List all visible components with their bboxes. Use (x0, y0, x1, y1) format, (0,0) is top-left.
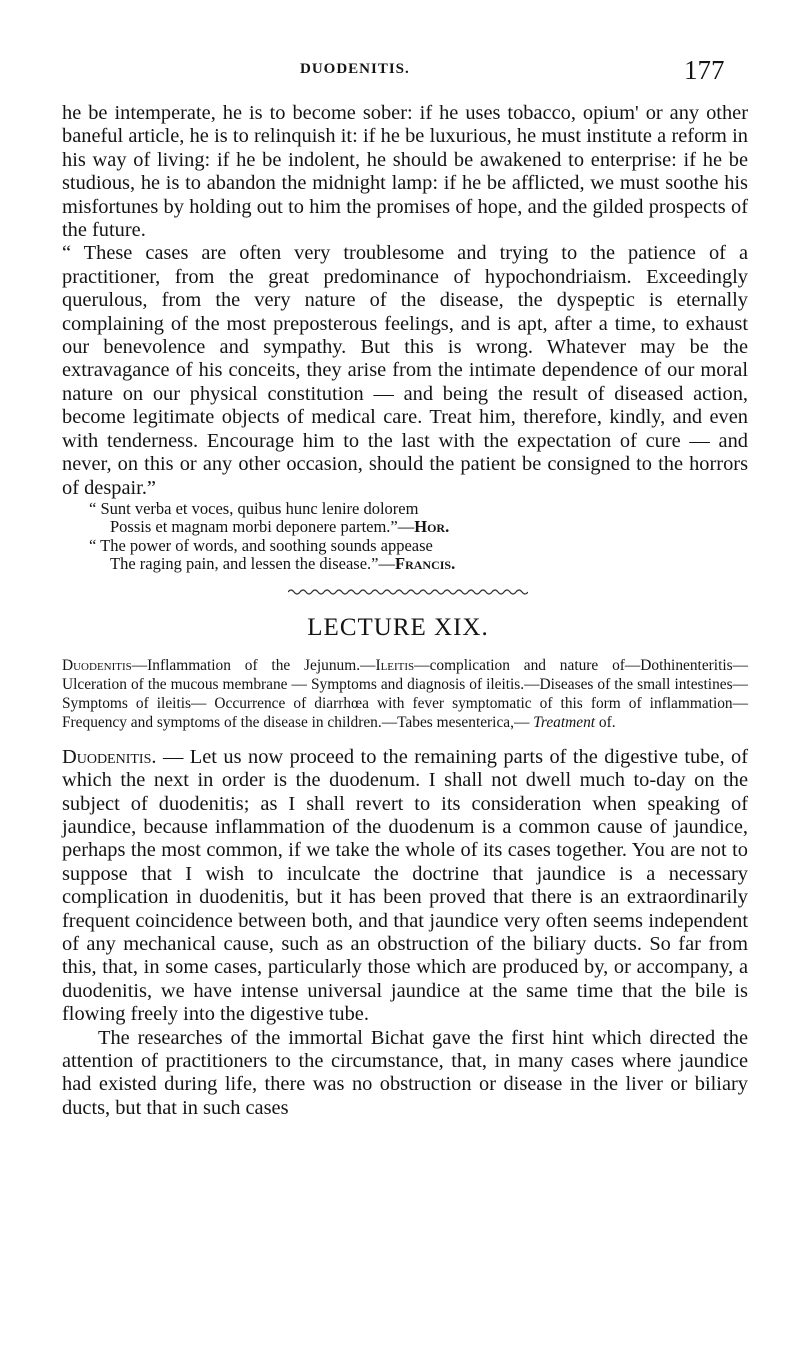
running-title: DUODENITIS. (300, 61, 410, 77)
lecture-body (62, 746, 748, 1121)
lecture-title: LECTURE XIX. (307, 614, 489, 642)
paragraph-bichat: The researches of the immortal Bichat gave the first hint which directed the attention of practitioners to the circumstance, that, in many cases where jaundice had existed during life, there was no obstruction or disease in the liver or biliary ducts, but that in such cases (62, 1026, 748, 1119)
page-number: 177 (684, 55, 725, 85)
paragraph-duodenitis-text: — Let us now proceed to the remaining parts of the digestive tube, of which the next in order is the duodenum. I shall not dwell much to-day on the subject of duodenitis; as I shall revert to its consideration when speaking of jaundice, because inflammation of the duodenum is a common cause of jaundice, perhaps the most common, if we take the whole of its cases together. You are not to suppose that I wish to inculcate the doctrine that jaundice is a necessary complication in duodenitis, but it has been proved that there is an extraordinarily frequent coincidence between both, and that jaundice very often seems independent of any mechanical cause, such as an obstruction of the biliary ducts. So far from this, that, in some cases, particularly those which are produced by, or accompany, a duodenitis, we have intense universal jaundice at the same time that the bile is flowing freely into the digestive tube. (62, 745, 748, 1026)
latin-quote-text: Possis et magnam morbi deponere partem.”— (110, 517, 415, 537)
wavy-rule-divider (288, 588, 528, 596)
latin-quote-line-1: “ Sunt verba et voces, quibus hunc lenire dolorem (89, 498, 419, 518)
synopsis-part-2: —complication and nature of—Dothinenteritis—Ulceration of the mucous membrane — Symptoms and diagnosis of ileitis.—Diseases of the small intestines—Symptoms of ileitis— Occurrence of diarrhœa with fever symptomatic of this form of inflammation— Frequency and symptoms of the disease in children.—Tabes mesenterica,— (62, 656, 748, 731)
lecture-synopsis (62, 656, 748, 732)
synopsis-end: of. (595, 713, 616, 731)
synopsis-lead-ileitis: Ileitis (375, 656, 415, 674)
paragraph-quoted-remarks: “ These cases are often very troublesome and trying to the patience of a practitioner, from the great predominance of hypochondriaism. Exceedingly querulous, from the very nature of the disease, the dyspeptic is eternally complaining of the most preposterous feelings, and is apt, after a time, to exhaust our benevolence and sympathy. But this is wrong. Whatever may be the extravagance of his conceits, they arise from the intimate dependence of our moral nature on our physical constitution — and being the result of diseased action, become legitimate objects of medical care. Treat him, therefore, kindly, and even with tenderness. Encourage him to the last with the expectation of cure — and never, on this or any other occasion, should the patient be consigned to the horrors of despair.” (62, 242, 748, 499)
english-quotation (89, 537, 748, 574)
wavy-rule-path (288, 590, 528, 594)
paragraph-duodenitis-lead: Duodenitis. (62, 745, 157, 768)
english-quote-attribution: Francis. (395, 554, 456, 574)
synopsis-part-1: —Inflammation of the Jejunum.— (131, 656, 376, 674)
english-quote-text: The raging pain, and lessen the disease.”— (110, 554, 395, 574)
synopsis-treatment: Treatment (533, 713, 596, 731)
english-quote-line-2 (89, 555, 748, 574)
paragraph-continued: he be intemperate, he is to become sober: if he uses tobacco, opium' or any other baneful article, he is to relinquish it: if he be luxurious, he must institute a reform in his way of living: if he be indolent, he should be awakened to enterprise: if he be studious, he is to abandon the midnight lamp: if he be afflicted, we must soothe his misfortunes by holding out to him the promises of hope, and the gilded prospects of the future. (62, 102, 748, 242)
paragraph-duodenitis (62, 746, 748, 1027)
latin-quote-line-2 (89, 518, 748, 537)
running-head (0, 55, 800, 95)
synopsis-lead-duodenitis: Duodenitis (62, 656, 132, 674)
latin-quotation (89, 500, 748, 537)
body-text (62, 102, 748, 1120)
english-quote-line-1: “ The power of words, and soothing sounds appease (89, 535, 433, 555)
latin-quote-attribution: Hor. (414, 517, 450, 537)
